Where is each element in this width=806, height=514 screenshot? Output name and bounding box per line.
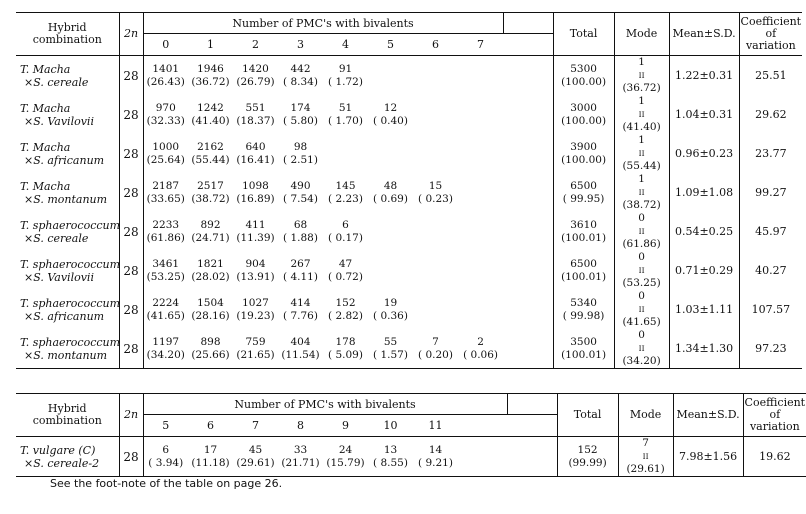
count-cell: 2 ( 0.06) [463, 335, 498, 361]
chromosome-2n: 28 [119, 134, 143, 173]
total-cell: 3610 (100.01) [553, 212, 614, 251]
col-6: 6 [413, 34, 458, 56]
mean-sd-cell: 0.96±0.23 [669, 134, 739, 173]
col-10: 10 [368, 415, 413, 437]
count-cell: 68 ( 1.88) [283, 218, 318, 244]
header-hybrid: Hybrid combination [16, 394, 119, 437]
mean-sd-cell: 1.22±0.31 [669, 56, 739, 96]
count-cell: 1098 (16.89) [236, 179, 275, 205]
mode-cell: 0 II (34.20) [614, 329, 669, 369]
count-cell: 1401 (26.43) [146, 62, 185, 88]
count-cell: 17 (11.18) [191, 443, 230, 469]
count-cell [458, 56, 503, 96]
coef-cell: 40.27 [755, 264, 787, 277]
mean-sd-cell: 1.03±1.11 [669, 290, 739, 329]
hybrid-combination: T. Macha ×S. Vavilovii [16, 95, 119, 134]
count-cell: 7 ( 0.20) [418, 335, 453, 361]
chromosome-2n: 28 [119, 329, 143, 369]
count-cell [458, 212, 503, 251]
count-cell: 51 ( 1.70) [328, 101, 363, 127]
count-cell: 892 (24.71) [191, 218, 230, 244]
count-cell: 178 ( 5.09) [328, 335, 363, 361]
footnote: See the foot-note of the table on page 26. [50, 477, 283, 490]
col-5: 5 [143, 415, 188, 437]
mean-sd-cell: 0.54±0.25 [669, 212, 739, 251]
mode-cell: 1 II (41.40) [614, 95, 669, 134]
table-row [16, 56, 802, 96]
count-cell: 15 ( 0.23) [418, 179, 453, 205]
count-cell: 1000 (25.64) [146, 140, 185, 166]
col-8: 8 [278, 415, 323, 437]
hybrid-combination: T. sphaerococcum ×S. montanum [16, 329, 119, 369]
col-7: 7 [458, 34, 503, 56]
table-row [16, 290, 802, 329]
count-cell: 98 ( 2.51) [283, 140, 318, 166]
header-span: Number of PMC's with bivalents [143, 394, 507, 415]
chromosome-2n: 28 [119, 95, 143, 134]
count-cell: 1197 (34.20) [146, 335, 185, 361]
col-3: 3 [278, 34, 323, 56]
hybrid-combination: T. Macha ×S. africanum [16, 134, 119, 173]
mode-cell: 0 II (61.86) [614, 212, 669, 251]
count-cell: 2517 (38.72) [191, 179, 230, 205]
col-0: 0 [143, 34, 188, 56]
count-cell [413, 56, 458, 96]
count-cell: 2224 (41.65) [146, 296, 185, 322]
table-row [16, 173, 802, 212]
count-cell [368, 251, 413, 290]
hybrid-combination: T. Macha ×S. montanum [16, 173, 119, 212]
count-cell [458, 173, 503, 212]
col-2: 2 [233, 34, 278, 56]
table-row [16, 212, 802, 251]
header-mean-sd: Mean±S.D. [669, 13, 739, 56]
hybrid-combination: T. sphaerococcum ×S. cereale [16, 212, 119, 251]
count-cell [368, 134, 413, 173]
count-cell: 33 (21.71) [281, 443, 320, 469]
header-mode: Mode [614, 13, 669, 56]
count-cell: 640 (16.41) [236, 140, 275, 166]
header-hybrid: Hybrid combination [16, 13, 119, 56]
count-cell: 14 ( 9.21) [418, 443, 453, 469]
count-cell: 24 (15.79) [326, 443, 365, 469]
coef-cell: 19.62 [759, 450, 791, 463]
coef-cell: 99.27 [755, 186, 787, 199]
coef-cell: 25.51 [755, 69, 787, 82]
count-cell [458, 134, 503, 173]
count-cell [413, 95, 458, 134]
count-cell: 759 (21.65) [236, 335, 275, 361]
table-row [16, 95, 802, 134]
count-cell: 145 ( 2.23) [328, 179, 363, 205]
header-coef: Coefficient of variation [739, 13, 802, 56]
table-2 [16, 393, 806, 477]
total-cell: 3000 (100.00) [553, 95, 614, 134]
chromosome-2n: 28 [119, 56, 143, 96]
mean-sd-cell: 1.04±0.31 [669, 95, 739, 134]
mean-sd-cell: 0.71±0.29 [669, 251, 739, 290]
header-mode: Mode [618, 394, 673, 437]
header-2n: 2n [119, 394, 143, 437]
hybrid-combination: T. vulgare (C) ×S. cereale-2 [16, 437, 119, 477]
total-cell: 3500 (100.01) [553, 329, 614, 369]
count-cell [368, 56, 413, 96]
chromosome-2n: 28 [119, 437, 143, 477]
col-4: 4 [323, 34, 368, 56]
chromosome-2n: 28 [119, 173, 143, 212]
count-cell [458, 290, 503, 329]
table-row [16, 134, 802, 173]
count-cell: 1027 (19.23) [236, 296, 275, 322]
chromosome-2n: 28 [119, 290, 143, 329]
count-cell: 2187 (33.65) [146, 179, 185, 205]
count-cell [413, 212, 458, 251]
count-cell: 45 (29.61) [236, 443, 275, 469]
total-cell: 3900 (100.00) [553, 134, 614, 173]
header-mean-sd: Mean±S.D. [673, 394, 743, 437]
header-total: Total [557, 394, 618, 437]
table-row [16, 437, 806, 477]
col-9: 9 [323, 415, 368, 437]
count-cell: 2162 (55.44) [191, 140, 230, 166]
mode-cell: 1 II (36.72) [614, 56, 669, 96]
count-cell: 6 ( 3.94) [148, 443, 184, 469]
count-cell [413, 134, 458, 173]
count-cell [368, 212, 413, 251]
coef-cell: 107.57 [751, 303, 791, 316]
count-cell: 904 (13.91) [236, 257, 275, 283]
count-cell: 91 ( 1.72) [328, 62, 363, 88]
count-cell: 414 ( 7.76) [283, 296, 318, 322]
mode-cell: 1 II (55.44) [614, 134, 669, 173]
count-cell: 12 ( 0.40) [373, 101, 408, 127]
count-cell: 6 ( 0.17) [328, 218, 363, 244]
count-cell: 19 ( 0.36) [373, 296, 408, 322]
header-total: Total [553, 13, 614, 56]
table-1 [16, 12, 802, 369]
col-5: 5 [368, 34, 413, 56]
count-cell [413, 251, 458, 290]
col-7: 7 [233, 415, 278, 437]
count-cell: 152 ( 2.82) [328, 296, 363, 322]
mode-cell: 7 II (29.61) [618, 437, 673, 477]
mode-cell: 0 II (53.25) [614, 251, 669, 290]
table-2-body [16, 437, 806, 477]
mode-cell: 0 II (41.65) [614, 290, 669, 329]
count-cell: 404 (11.54) [281, 335, 320, 361]
chromosome-2n: 28 [119, 251, 143, 290]
col-6: 6 [188, 415, 233, 437]
count-cell [323, 134, 368, 173]
count-cell: 1821 (28.02) [191, 257, 230, 283]
header-coef: Coefficient of variation [743, 394, 806, 437]
count-cell: 1242 (41.40) [191, 101, 230, 127]
coef-cell: 29.62 [755, 108, 787, 121]
total-cell: 6500 (100.01) [553, 251, 614, 290]
count-cell: 3461 (53.25) [146, 257, 185, 283]
count-cell [413, 290, 458, 329]
hybrid-combination: T. sphaerococcum ×S. africanum [16, 290, 119, 329]
count-cell: 898 (25.66) [191, 335, 230, 361]
chromosome-2n: 28 [119, 212, 143, 251]
tables-container [16, 12, 806, 477]
coef-cell: 97.23 [755, 342, 787, 355]
table-row [16, 251, 802, 290]
mean-sd-cell: 7.98±1.56 [673, 437, 743, 477]
count-cell: 47 ( 0.72) [328, 257, 363, 283]
mean-sd-cell: 1.34±1.30 [669, 329, 739, 369]
count-cell: 1420 (26.79) [236, 62, 275, 88]
mode-cell: 1 II (38.72) [614, 173, 669, 212]
total-cell: 6500 ( 99.95) [553, 173, 614, 212]
col-1: 1 [188, 34, 233, 56]
count-cell: 490 ( 7.54) [283, 179, 318, 205]
coef-cell: 23.77 [755, 147, 787, 160]
count-cell: 970 (32.33) [146, 101, 185, 127]
count-cell: 55 ( 1.57) [373, 335, 408, 361]
total-cell: 5300 (100.00) [553, 56, 614, 96]
mean-sd-cell: 1.09±1.08 [669, 173, 739, 212]
count-cell: 411 (11.39) [236, 218, 275, 244]
count-cell: 13 ( 8.55) [373, 443, 408, 469]
col-11: 11 [413, 415, 458, 437]
count-cell: 442 ( 8.34) [283, 62, 318, 88]
count-cell: 267 ( 4.11) [283, 257, 318, 283]
count-cell: 551 (18.37) [236, 101, 275, 127]
header-2n: 2n [119, 13, 143, 56]
hybrid-combination: T. Macha ×S. cereale [16, 56, 119, 96]
table-row [16, 329, 802, 369]
count-cell [458, 95, 503, 134]
count-cell: 1504 (28.16) [191, 296, 230, 322]
count-cell: 2233 (61.86) [146, 218, 185, 244]
hybrid-combination: T. sphaerococcum ×S. Vavilovii [16, 251, 119, 290]
count-cell [458, 251, 503, 290]
count-cell: 1946 (36.72) [191, 62, 230, 88]
total-cell: 5340 ( 99.98) [553, 290, 614, 329]
table-1-body [16, 56, 802, 369]
header-span: Number of PMC's with bivalents [143, 13, 503, 34]
total-cell: 152 (99.99) [557, 437, 618, 477]
coef-cell: 45.97 [755, 225, 787, 238]
count-cell: 48 ( 0.69) [373, 179, 408, 205]
count-cell: 174 ( 5.80) [283, 101, 318, 127]
